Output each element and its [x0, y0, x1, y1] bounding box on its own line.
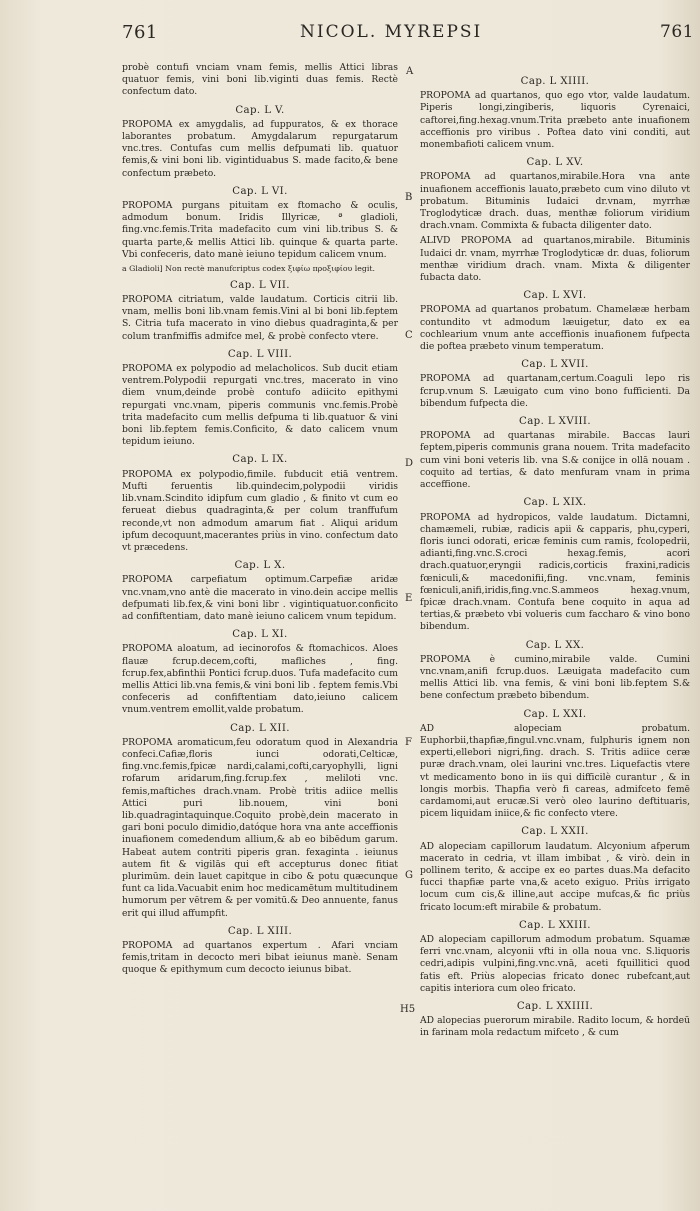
chapter-heading: Cap. L XXIII.: [519, 919, 591, 931]
paragraph: PROPOMA ad quartanos expertum . Afari vnciam femis,tritam in decocto meri bibat ieiunus manè. Senam quoque & epithymum cum decocto ieiunus bibat.: [122, 940, 398, 976]
page-number-right: 761: [660, 22, 694, 42]
paragraph: PROPOMA ex amygdalis, ad fuppuratos, & ex thorace laborantes probatum. Amygdalarum repurgatarum vnc.tres. Contufas cum mellis defpumati lib. quatuor femis,& vini boni lib. vigintiduabus S. made facito,& bene confectum præbeto.: [122, 118, 398, 179]
paragraph: PROPOMA ad hydropicos, valde laudatum. Dictamni, chamæmeli, rubiæ, radicis apii & capparis, phu,cyperi, floris iunci odorati, ericæ feminis cum ramis, fcolopedrii, adianti,fing.vnc.S.croci hexag.femis, acori drach.quatuor,eryngii radicis,corticis fraxini,radicis fœniculi,& macedonifii,fing. vnc.vnam, feminis fœniculi,anifi,iridis,fing.vnc.S.ammeos hexag.vnum, fpicæ drach.vnam. Contufa bene coquito in aqua ad tertias,& præbeto vbi volueris cum faccharo & vino bono bibendum.: [420, 511, 690, 633]
chapter-heading: Cap. L XII.: [230, 722, 290, 734]
margin-letter-c: C: [405, 330, 413, 341]
chapter-heading: Cap. L XIX.: [523, 497, 587, 509]
margin-letter-e: E: [405, 593, 413, 604]
margin-letter-h: H5: [400, 1004, 416, 1015]
chapter-heading: Cap. L XXIIII.: [516, 1001, 594, 1013]
chapter-heading: Cap. L VII.: [230, 279, 290, 291]
chapter-heading: Cap. L XVI.: [523, 290, 587, 302]
left-text-column: [122, 62, 398, 980]
chapter-heading: Cap. L XX.: [525, 639, 585, 651]
chapter-heading: Cap. L XV.: [526, 157, 584, 169]
paragraph: PROPOMA è cumino,mirabile valde. Cumini vnc.vnam,anifi fcrup.duos. Læuigata madefacito cum mellis Attici lib. vna femis, & vini boni lib.feptem S.& bene confectum præbeto bibendum.: [420, 653, 690, 702]
paragraph: PROPOMA ex polypodio,fimile. fubducit etiā ventrem. Mufti feruentis lib.quindecim,polypodii viridis lib.vnam.Scindito idipfum cum gladio , & finito vt cum eo ferueat diebus quadraginta,& per colum tranffufum reconde,vt non admodum amarum fiat . Aliqui aridum ipfum decoquunt,macerantes priùs in vino. confectum dato vt præcedens.: [122, 468, 398, 553]
chapter-heading: Cap. L V.: [235, 104, 285, 116]
chapter-heading: Cap. L IX.: [232, 454, 288, 466]
chapter-heading: Cap. L XXII.: [521, 826, 589, 838]
paragraph: AD alopeciam capillorum admodum probatum. Squamæ ferri vnc.vnam, alcyonii vfti in olla noua vnc. S.liquoris cedri,adipis vulpini,fing.vnc.vnā, aceti fquillitici quod fatis eft. Priùs alopecias fricato donec rubefcant,aut capitis interiora cum oleo fricato.: [420, 934, 690, 994]
chapter-heading: Cap. L VI.: [232, 185, 288, 197]
paragraph: PROPOMA ad quartanos,mirabile.Hora vna ante inuafionem acceffionis lauato,præbeto cum vino diluto vt probatum. Bituminis Iudaici dr.vnam, myrrhæ Troglodyticæ drach. duas, menthæ foliorum viridium drach.vnam. Commixta & fubacta diligenter dato.: [420, 171, 690, 232]
chapter-heading: Cap. L XIIII.: [520, 76, 590, 87]
chapter-heading: Cap. L XIII.: [227, 925, 293, 937]
margin-letter-f: F: [405, 737, 412, 748]
paragraph: probè contufi vnciam vnam femis, mellis Attici libras quatuor femis, vini boni lib.viginti duas femis. Rectè confectum dato.: [122, 62, 398, 98]
paragraph: PROPOMA ad quartanos probatum. Chamelææ herbam contundito vt admodum læuigetur, dato ex ea cochlearium vnum ante acceffionis inuafionem fufpecta die poftea præbeto vinum temperatum.: [420, 304, 690, 353]
margin-letter-d: D: [405, 458, 414, 469]
margin-letter-g: G: [405, 870, 413, 881]
paragraph: AD alopeciam capillorum laudatum. Alcyonium afperum macerato in cedria, vt illam imbibat , & virò. dein in pollinem terito, & accipe ex eo partes duas.Ma defacito fucci thapfiæ parte vna,& aceto exiguo. Priùs irrigato locum cum cis,& illine,aut accipe mufcas,& fic priùs fricato locum:eft mirabile & probatum.: [420, 840, 690, 913]
margin-letter-b: B: [405, 192, 413, 203]
running-title: NICOL. MYREPSI: [300, 22, 483, 42]
chapter-heading: Cap. L VIII.: [227, 348, 293, 360]
paragraph: AD alopecias puerorum mirabile. Radito locum, & hordeū in farinam mola redactum mifceto , & cum: [420, 1015, 690, 1039]
paragraph: ALIVD PROPOMA ad quartanos,mirabile. Bituminis Iudaici dr. vnam, myrrhæ Troglodyticæ dr. duas, foliorum menthæ viridium drach. vnam. Mixta & diligenter fubacta dato.: [420, 235, 690, 284]
paragraph: PROPOMA aloatum, ad iecinorofos & ftomachicos. Aloes flauæ fcrup.decem,cofti, mafliches , fing. fcrup.fex,abfinthii Pontici fcrup.duos. Tufa madefacito cum mellis Attici lib.vna femis,& vini boni lib . feptem femis.Vbi confeceris ad confiftentiam dato,ieiuno calicem vnum.ventrem emollit,valde probatum.: [122, 643, 398, 716]
paragraph: PROPOMA ad quartanos, quo ego vtor, valde laudatum. Piperis longi,zingiberis, liquoris Cyrenaici, caftorei,fing.hexag.vnum.Trita præbeto ante inuafionem acceffionis pro viribus . Poftea dato vini conditi, aut monembafioti calicem vnum.: [420, 90, 690, 151]
chapter-heading: Cap. L X.: [234, 560, 286, 572]
chapter-heading: Cap. L XXI.: [523, 708, 587, 720]
paragraph: PROPOMA ex polypodio ad melacholicos. Sub ducit etiam ventrem.Polypodii repurgati vnc.tres, macerato in vino diem vnum,deinde probè contufo adiicito epithymi repurgati vnc.vnam, piperis communis vnc.femis.Probè trita madefacito cum mellis defpuma ti lib.quatuor & vini boni lib.feptem femis.Conficito, & dato calicem vnum tepidum ieiuno.: [122, 363, 398, 448]
paragraph: PROPOMA purgans pituitam ex ftomacho & oculis, admodum bonum. Iridis Illyricæ, ª gladioli, fing.vnc.femis.Trita madefacito cum vini lib.tribus S. & quarta parte,& mellis Attici lib. quinque & quarta parte. Vbi confeceris, dato manè ieiuno tepidum calicem vnum.: [122, 200, 398, 260]
paragraph: PROPOMA ad quartanas mirabile. Baccas lauri feptem,piperis communis grana nouem. Trita madefacito cum vini boni veteris lib. vna S.& conijce in ollā nouam . coquito ad tertias, & dato menfuram vnam in prima acceffione.: [420, 430, 690, 491]
margin-letter-a: A: [406, 66, 414, 77]
right-text-column: [420, 70, 690, 1043]
paragraph: PROPOMA carpefiatum optimum.Carpefiæ aridæ vnc.vnam,vno antè die macerato in vino.dein accipe mellis defpumati lib.fex,& vini boni libr . vigintiquatuor.conficito ad confiftentiam, dato manè ieiuno calicem vnum tepidum.: [122, 574, 398, 622]
paragraph: PROPOMA citriatum, valde laudatum. Corticis citrii lib. vnam, mellis boni lib.vnam femis.Vini al bi boni lib.feptem S. Citria tufa macerato in vino diebus quadraginta,& per colum tranfmiffis admifce mel, & probè confecto vtere.: [122, 294, 398, 342]
page-number-left: 761: [122, 22, 158, 43]
footnote: a Gladioli] Non rectè manufcriptus codex ξιφίω προξιφίου legit.: [122, 264, 375, 274]
chapter-heading: Cap. L XI.: [232, 629, 288, 641]
paragraph: PROPOMA ad quartanam,certum.Coaguli lepo ris fcrup.vnum S. Læuigato cum vino bono fufficienti. Da bibendum fufpecta die.: [420, 373, 690, 409]
paragraph: PROPOMA aromaticum,feu odoratum quod in Alexandria confeci.Cafiæ,floris iunci odorati,Celticæ, fing.vnc.femis,fpicæ nardi,calami,cofti,caryophylli, ligni rofarum aridarum,fing.fcrup.fex , meliloti vnc. femis,maftiches drach.vnam. Probè tritis adiice mellis Attici puri lib.nouem, vini boni lib.quadragintaquinque.Coquito probè,dein macerato in gari boni poculo dimidio,datóque hora vna ante acceffionis inuafionem comedendum allium,& ab eo bibēdum garum. Habeat autem contriti piperis gran. fexaginta . ieiunus autem fit & vigilās qui eft accepturus donec fitiat plurimūm. dein lauet capitque in cibo & potu quæcunque funt ca lida.Vacuabit enim hoc medicamētum multitudinem humorum per vētrem & per vomitū.& Deo annuente, fanus erit qui illud affumpfit.: [122, 736, 398, 919]
chapter-heading: Cap. L XVIII.: [519, 416, 591, 428]
chapter-heading: Cap. L XVII.: [521, 359, 589, 371]
paragraph: AD alopeciam probatum. Euphorbii,thapfiæ,fingul.vnc.vnam, fulphuris ignem non experti,ellebori nigri,fing. drach. S. Tritis adiice ceræ puræ drach.vnam, olei laurini vnc.tres. Liquefactis vtere vt medicamento bono in iis qui difficilè curantur , & in longis morbis. Thapfia verò fi careas, admifceto femē cardamomi,aut erucæ.Si verò oleo laurino deftituaris, picem liquidam iniice,& fic confecto vtere.: [420, 722, 690, 820]
